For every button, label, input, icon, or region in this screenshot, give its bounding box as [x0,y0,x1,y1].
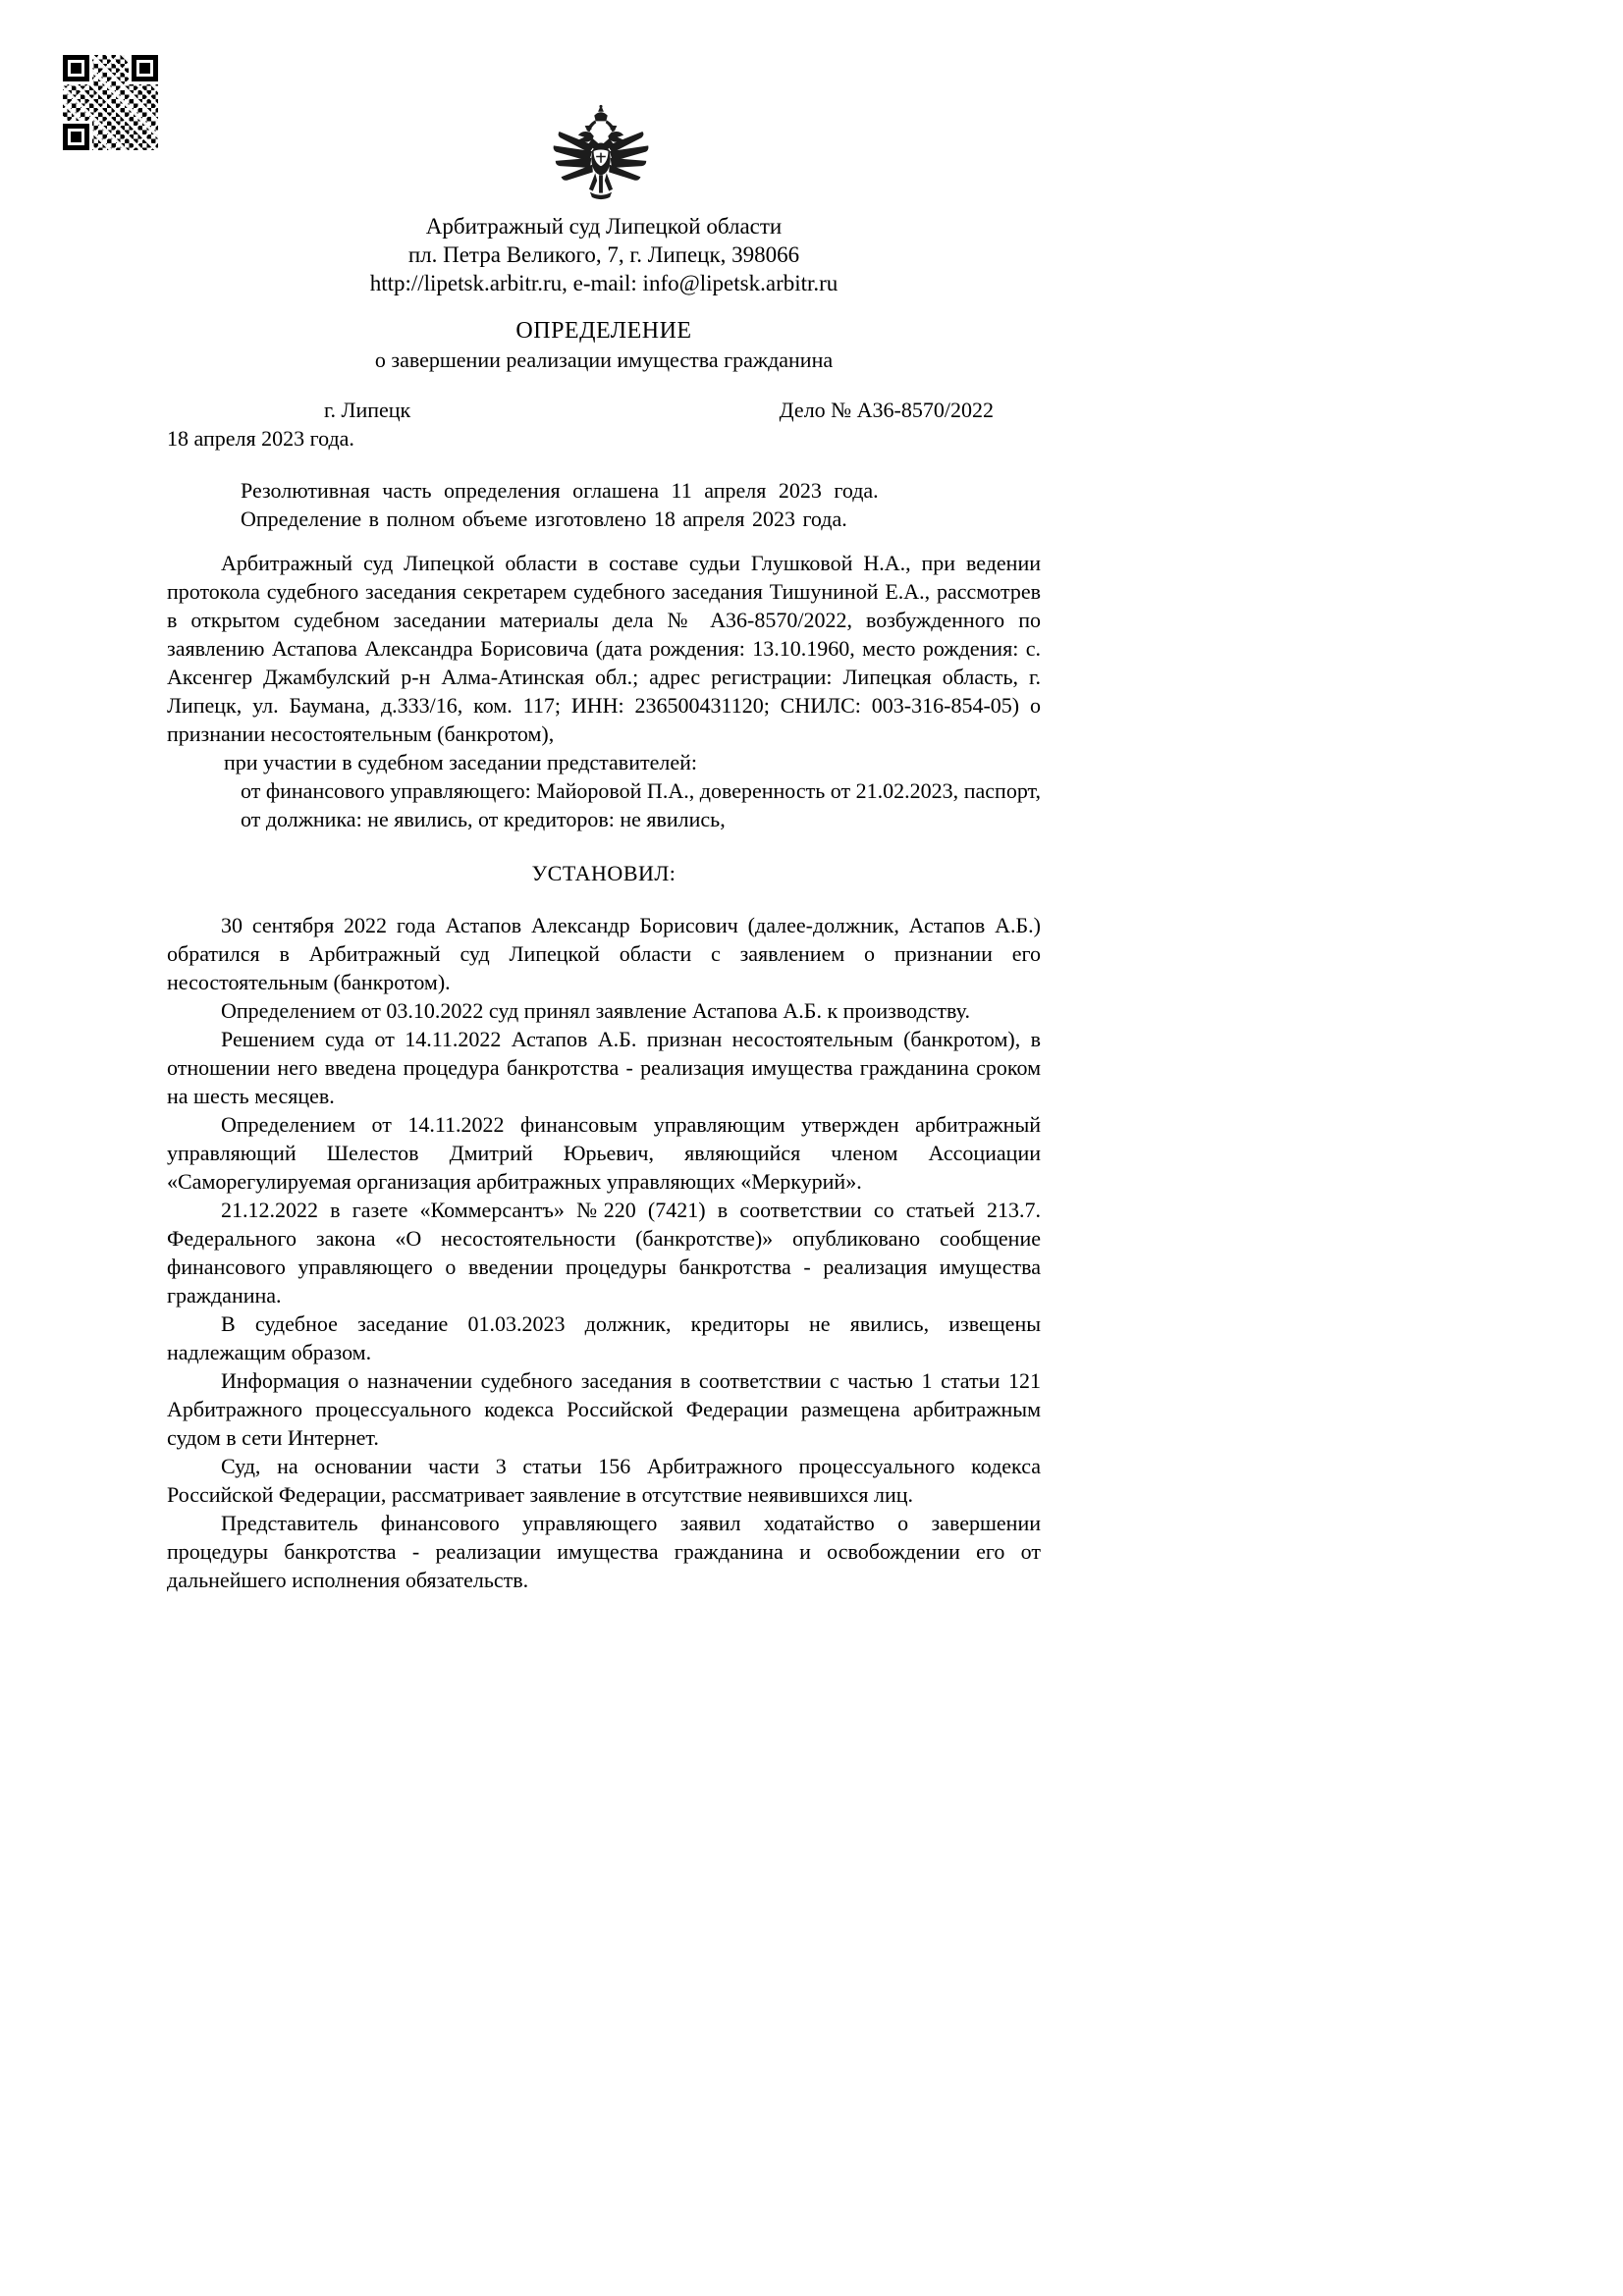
body-paragraph: Представитель финансового управляющего заявил ходатайство о завершении процедуры банкротства - реализации имущества гражданина и освобождении его от дальнейшего исполнения обязательств. [167,1511,1041,1592]
document-title: ОПРЕДЕЛЕНИЕ [515,318,692,344]
participants-details: от финансового управляющего: Майоровой П.А., доверенность от 21.02.2023, паспорт, от должника: не явились, от кредиторов: не явились, [241,778,1041,831]
title-block [167,317,1041,374]
body-paragraph: Определением от 03.10.2022 суд принял заявление Астапова А.Б. к производству. [221,998,970,1023]
court-address: пл. Петра Великого, 7, г. Липецк, 398066 [407,242,800,267]
court-name: Арбитражный суд Липецкой области [425,214,783,239]
resolution-full-text-line: Определение в полном объеме изготовлено 18 апреля 2023 года. [241,507,847,531]
body-paragraph: Информация о назначении судебного заседания в соответствии с частью 1 статьи 121 Арбитражного процессуального кодекса Российской Федерации размещена арбитражным судом в сети Интернет. [167,1368,1041,1450]
body-paragraph: В судебное заседание 01.03.2023 должник, кредиторы не явились, извещены надлежащим образом. [167,1311,1041,1364]
resolution-block [241,476,1041,533]
city-label: г. Липецк [324,398,411,422]
document-content [167,0,1041,1594]
body-paragraph: Определением от 14.11.2022 финансовым управляющим утвержден арбитражный управляющий Шелестов Дмитрий Юрьевич, являющийся членом Ассоциации «Саморегулируемая организация арбитражных управляющих «Меркурий». [167,1112,1041,1194]
date-line: 18 апреля 2023 года. [167,426,354,451]
qr-finder-top-right [132,55,158,81]
qr-finder-bottom-left [63,124,89,150]
body-paragraph: Суд, на основании части 3 статьи 156 Арбитражного процессуального кодекса Российской Федерации, рассматривает заявление в отсутствие неявившихся лиц. [167,1454,1041,1507]
established-heading: УСТАНОВИЛ: [531,861,676,885]
meta-row [167,396,1041,424]
qr-code [63,55,158,150]
body-paragraph: 30 сентября 2022 года Астапов Александр Борисович (далее-должник, Астапов А.Б.) обратился в Арбитражный суд Липецкой области с заявлением о признании его несостоятельным (банкротом). [167,913,1041,994]
resolution-announced-line: Резолютивная часть определения оглашена 11 апреля 2023 года. [241,478,879,503]
qr-finder-top-left [63,55,89,81]
body-paragraph: Решением суда от 14.11.2022 Астапов А.Б. признан несостоятельным (банкротом), в отношении него введена процедура банкротства - реализация имущества гражданина сроком на шесть месяцев. [167,1027,1041,1108]
court-contacts: http://lipetsk.arbitr.ru, e-mail: info@lipetsk.arbitr.ru [369,271,839,295]
case-number: Дело № А36-8570/2022 [779,398,994,422]
body-paragraph: 21.12.2022 в газете «Коммерсантъ» №220 (7421) в соответствии со статьей 213.7. Федерального закона «О несостоятельности (банкротстве)» опубликовано сообщение финансового управляющего о введении процедуры банкротства - реализация имущества гражданина. [167,1198,1041,1308]
document-subtitle: о завершении реализации имущества гражданина [374,347,834,372]
preamble-paragraph: Арбитражный суд Липецкой области в составе судьи Глушковой Н.А., при ведении протокола судебного заседания секретарем судебного заседания Тишуниной Е.А., рассмотрев в открытом судебном заседании материалы дела № А36-8570/2022, возбужденного по заявлению Астапова Александра Борисовича (дата рождения: 13.10.1960, место рождения: с. Аксенгер Джамбулский р-н Алма-Атинская обл.; адрес регистрации: Липецкая область, г. Липецк, ул. Баумана, д.333/16, ком. 117; ИНН: 236500431120; СНИЛС: 003-316-854-05) о признании несостоятельным (банкротом), [167,551,1041,746]
participants-intro: при участии в судебном заседании представителей: [224,750,697,774]
